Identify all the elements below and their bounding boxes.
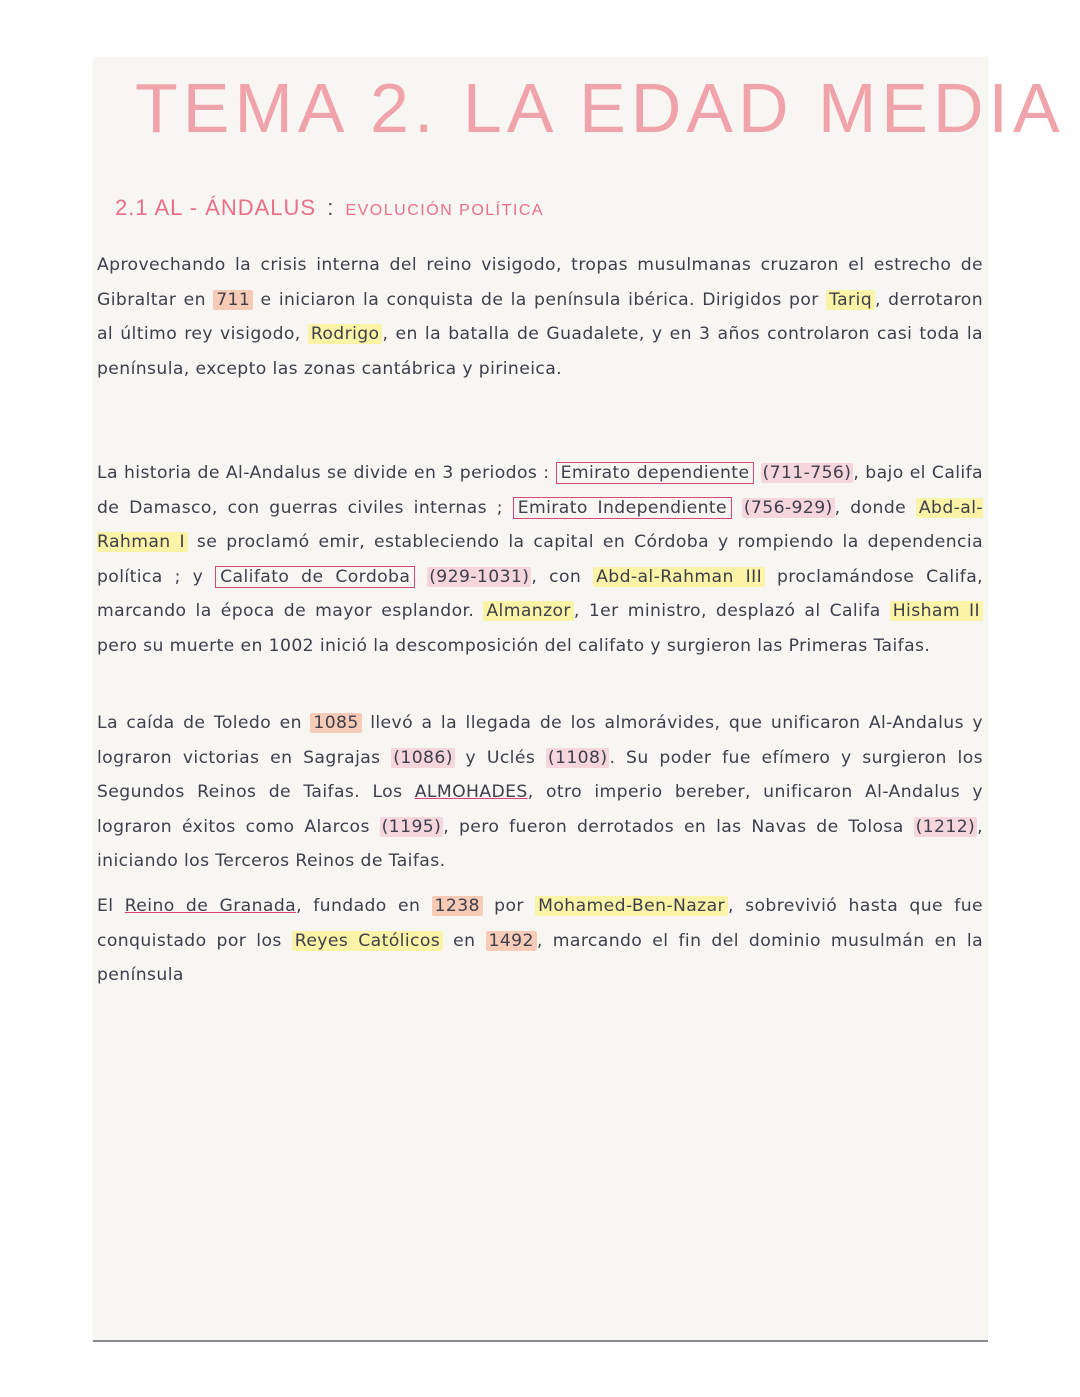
text-run: La caída de Toledo en — [97, 713, 311, 733]
text-run: , sobrevivió hasta que fue conquistado por los — [97, 896, 983, 951]
highlight-dates: (1108) — [547, 747, 608, 768]
paragraph-almoravids — [97, 706, 983, 879]
underlined-term: ALMOHADES — [414, 782, 528, 802]
paragraph-granada — [97, 889, 983, 993]
section-separator: : — [327, 195, 335, 220]
text-run: , bajo el Califa de Damasco, con guerras civiles internas ; — [97, 463, 983, 518]
boxed-term: Emirato dependiente — [556, 462, 755, 484]
highlight-year: 1238 — [432, 896, 483, 916]
text-run: , derrotaron al último rey visigodo, — [97, 289, 983, 344]
highlight-name: Almanzor — [483, 601, 574, 621]
text-run: , con — [531, 566, 594, 587]
text-run: , donde — [834, 497, 916, 518]
highlight-name: Abd-al-Rahman I — [97, 497, 983, 552]
text-run: Aprovechando la crisis interna del reino visigodo, tropas musulmanas cruzaron el estrecho de Gibraltar en — [97, 255, 983, 310]
paragraph-periods — [97, 456, 983, 663]
boxed-term: Emirato Independiente — [513, 497, 732, 519]
highlight-name: Mohamed-Ben-Nazar — [535, 896, 728, 916]
highlight-dates: (1195) — [381, 816, 442, 837]
text-run: La historia de Al-Andalus se divide en 3 periodos : — [97, 463, 556, 483]
text-run: El — [97, 896, 125, 916]
text-run: , pero fueron derrotados en las Navas de Tolosa — [443, 816, 914, 837]
section-heading — [115, 195, 544, 221]
text-run: e iniciaron la conquista de la península ibérica. Dirigidos por — [253, 289, 827, 310]
section-subtitle: EVOLUCIÓN POLÍTICA — [345, 202, 545, 219]
text-run: llevó a la llegada de los almorávides, que unificaron Al-Andalus y lograron victorias en Sagrajas — [97, 713, 983, 768]
page-title: TEMA 2. LA EDAD MEDIA — [135, 69, 1065, 147]
text-run: , iniciando los Terceros Reinos de Taifas. — [97, 816, 984, 871]
highlight-name: Reyes Católicos — [292, 931, 443, 951]
text-run: , fundado en — [296, 896, 432, 916]
text-run: , otro imperio bereber, unificaron Al-Andalus y lograron éxitos como Alarcos — [97, 782, 983, 837]
text-run: , marcando el fin del dominio musulmán en la península — [97, 930, 984, 985]
highlight-dates: (711-756) — [762, 463, 852, 483]
text-run: y Uclés — [454, 747, 546, 768]
highlight-name: Tariq — [826, 290, 875, 310]
highlight-name: Rodrigo — [308, 324, 383, 344]
boxed-term: Califato de Cordoba — [215, 566, 415, 588]
highlight-name: Abd-al-Rahman III — [593, 567, 765, 587]
section-number: 2.1 — [115, 195, 149, 220]
highlight-year: 1085 — [310, 713, 361, 733]
paragraph-conquest — [97, 248, 983, 386]
text-run: se proclamó emir, estableciendo la capital en Córdoba y rompiendo la dependencia política ; y — [97, 532, 983, 587]
text-run: proclamándose Califa, marcando la época de mayor esplandor. — [97, 566, 984, 621]
text-run: por — [482, 896, 536, 916]
text-run: en — [443, 930, 486, 951]
underlined-term: Reino de Granada — [124, 896, 297, 916]
highlight-year: 711 — [213, 290, 253, 310]
section-name: AL - ÁNDALUS — [154, 195, 317, 220]
highlight-year: 1492 — [486, 931, 537, 951]
highlight-dates: (1212) — [915, 816, 976, 837]
text-run: , en la batalla de Guadalete, y en 3 años controlaron casi toda la península, excepto las zonas cantábrica y pirineica. — [97, 324, 983, 379]
highlight-dates: (1086) — [393, 747, 453, 768]
highlight-dates: (929-1031) — [429, 566, 530, 587]
highlight-dates: (756-929) — [743, 497, 833, 518]
highlight-name: Hisham II — [890, 601, 983, 621]
text-run: pero su muerte en 1002 inició la descomposición del califato y surgieron las Primeras Taifas. — [97, 635, 931, 656]
text-run: . Su poder fue efímero y surgieron los Segundos Reinos de Taifas. Los — [97, 747, 984, 802]
text-run: , 1er ministro, desplazó al Califa — [573, 601, 890, 621]
